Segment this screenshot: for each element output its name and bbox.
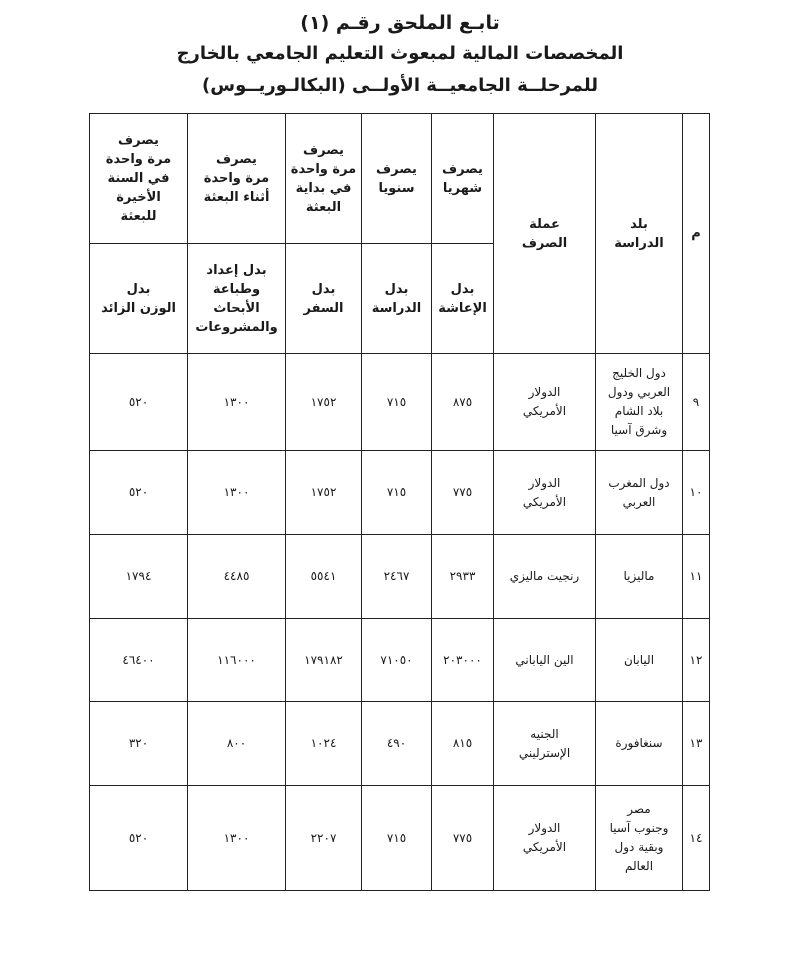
table-row (90, 619, 710, 702)
row-excess: ٥٢٠ (90, 786, 188, 891)
row-currency: الجنيه الإسترليني (494, 702, 596, 786)
row-excess: ١٧٩٤ (90, 535, 188, 619)
row-index: ٩ (683, 354, 710, 451)
row-study: ٧١٥ (362, 354, 432, 451)
header-once-during: يصرف مرة واحدة أثناء البعثة (188, 114, 286, 244)
row-study: ٧١٠٥٠ (362, 619, 432, 702)
header-once-last-year: يصرف مرة واحدة في السنة الأخيرة للبعثة (90, 114, 188, 244)
table-row (90, 451, 710, 535)
row-index: ١٤ (683, 786, 710, 891)
row-index: ١٠ (683, 451, 710, 535)
table-row (90, 535, 710, 619)
header-yearly: يصرف سنويا (362, 114, 432, 244)
row-living: ٧٧٥ (432, 451, 494, 535)
row-research: ٨٠٠ (188, 702, 286, 786)
row-research: ٤٤٨٥ (188, 535, 286, 619)
row-currency: رنجيت ماليزي (494, 535, 596, 619)
row-currency: الدولار الأمريكي (494, 354, 596, 451)
row-travel: ١٠٢٤ (286, 702, 362, 786)
row-living: ٢٠٣٠٠٠ (432, 619, 494, 702)
table-row (90, 786, 710, 891)
row-country: ماليزيا (596, 535, 683, 619)
appendix-title: تابـع الملحق رقـم (١) (300, 12, 500, 34)
allowances-table (89, 113, 710, 891)
row-index: ١٢ (683, 619, 710, 702)
row-study: ٧١٥ (362, 451, 432, 535)
row-country: دول المغرب العربي (596, 451, 683, 535)
table-row (90, 354, 710, 451)
row-travel: ١٧٥٢ (286, 451, 362, 535)
row-travel: ١٧٥٢ (286, 354, 362, 451)
row-country: اليابان (596, 619, 683, 702)
row-study: ٢٤٦٧ (362, 535, 432, 619)
row-living: ٢٩٣٣ (432, 535, 494, 619)
row-excess: ٥٢٠ (90, 354, 188, 451)
row-currency: الدولار الأمريكي (494, 451, 596, 535)
row-index: ١٣ (683, 702, 710, 786)
row-research: ١٣٠٠ (188, 451, 286, 535)
row-country: مصر وجنوب آسيا وبقية دول العالم (596, 786, 683, 891)
header-currency: عملة الصرف (494, 114, 596, 354)
header-excess-weight-allowance: بدل الوزن الزائد (90, 244, 188, 354)
header-living-allowance: بدل الإعاشة (432, 244, 494, 354)
row-excess: ٣٢٠ (90, 702, 188, 786)
header-once-start: يصرف مرة واحدة في بداية البعثة (286, 114, 362, 244)
row-currency: الين الياباني (494, 619, 596, 702)
document-subtitle: للمرحلــة الجامعيــة الأولــى (البكالـوريــوس) (202, 75, 598, 96)
table-row (90, 702, 710, 786)
row-study: ٧١٥ (362, 786, 432, 891)
row-excess: ٥٢٠ (90, 451, 188, 535)
row-research: ١٣٠٠ (188, 786, 286, 891)
header-country: بلد الدراسة (596, 114, 683, 354)
header-row-frequency (90, 114, 710, 244)
row-living: ٨٧٥ (432, 354, 494, 451)
row-travel: ٢٢٠٧ (286, 786, 362, 891)
title-block (0, 8, 800, 102)
header-index: م (683, 114, 710, 354)
row-country: سنغافورة (596, 702, 683, 786)
header-research-allowance: بدل إعداد وطباعة الأبحاث والمشروعات (188, 244, 286, 354)
row-currency: الدولار الأمريكي (494, 786, 596, 891)
header-study-allowance: بدل الدراسة (362, 244, 432, 354)
row-study: ٤٩٠ (362, 702, 432, 786)
row-country: دول الخليج العربي ودول بلاد الشام وشرق آسيا (596, 354, 683, 451)
row-excess: ٤٦٤٠٠ (90, 619, 188, 702)
row-index: ١١ (683, 535, 710, 619)
row-living: ٧٧٥ (432, 786, 494, 891)
header-monthly: يصرف شهريا (432, 114, 494, 244)
row-research: ١٣٠٠ (188, 354, 286, 451)
row-travel: ٥٥٤١ (286, 535, 362, 619)
row-research: ١١٦٠٠٠ (188, 619, 286, 702)
row-living: ٨١٥ (432, 702, 494, 786)
row-travel: ١٧٩١٨٢ (286, 619, 362, 702)
header-travel-allowance: بدل السفر (286, 244, 362, 354)
document-title: المخصصات المالية لمبعوث التعليم الجامعي بالخارج (176, 43, 624, 64)
